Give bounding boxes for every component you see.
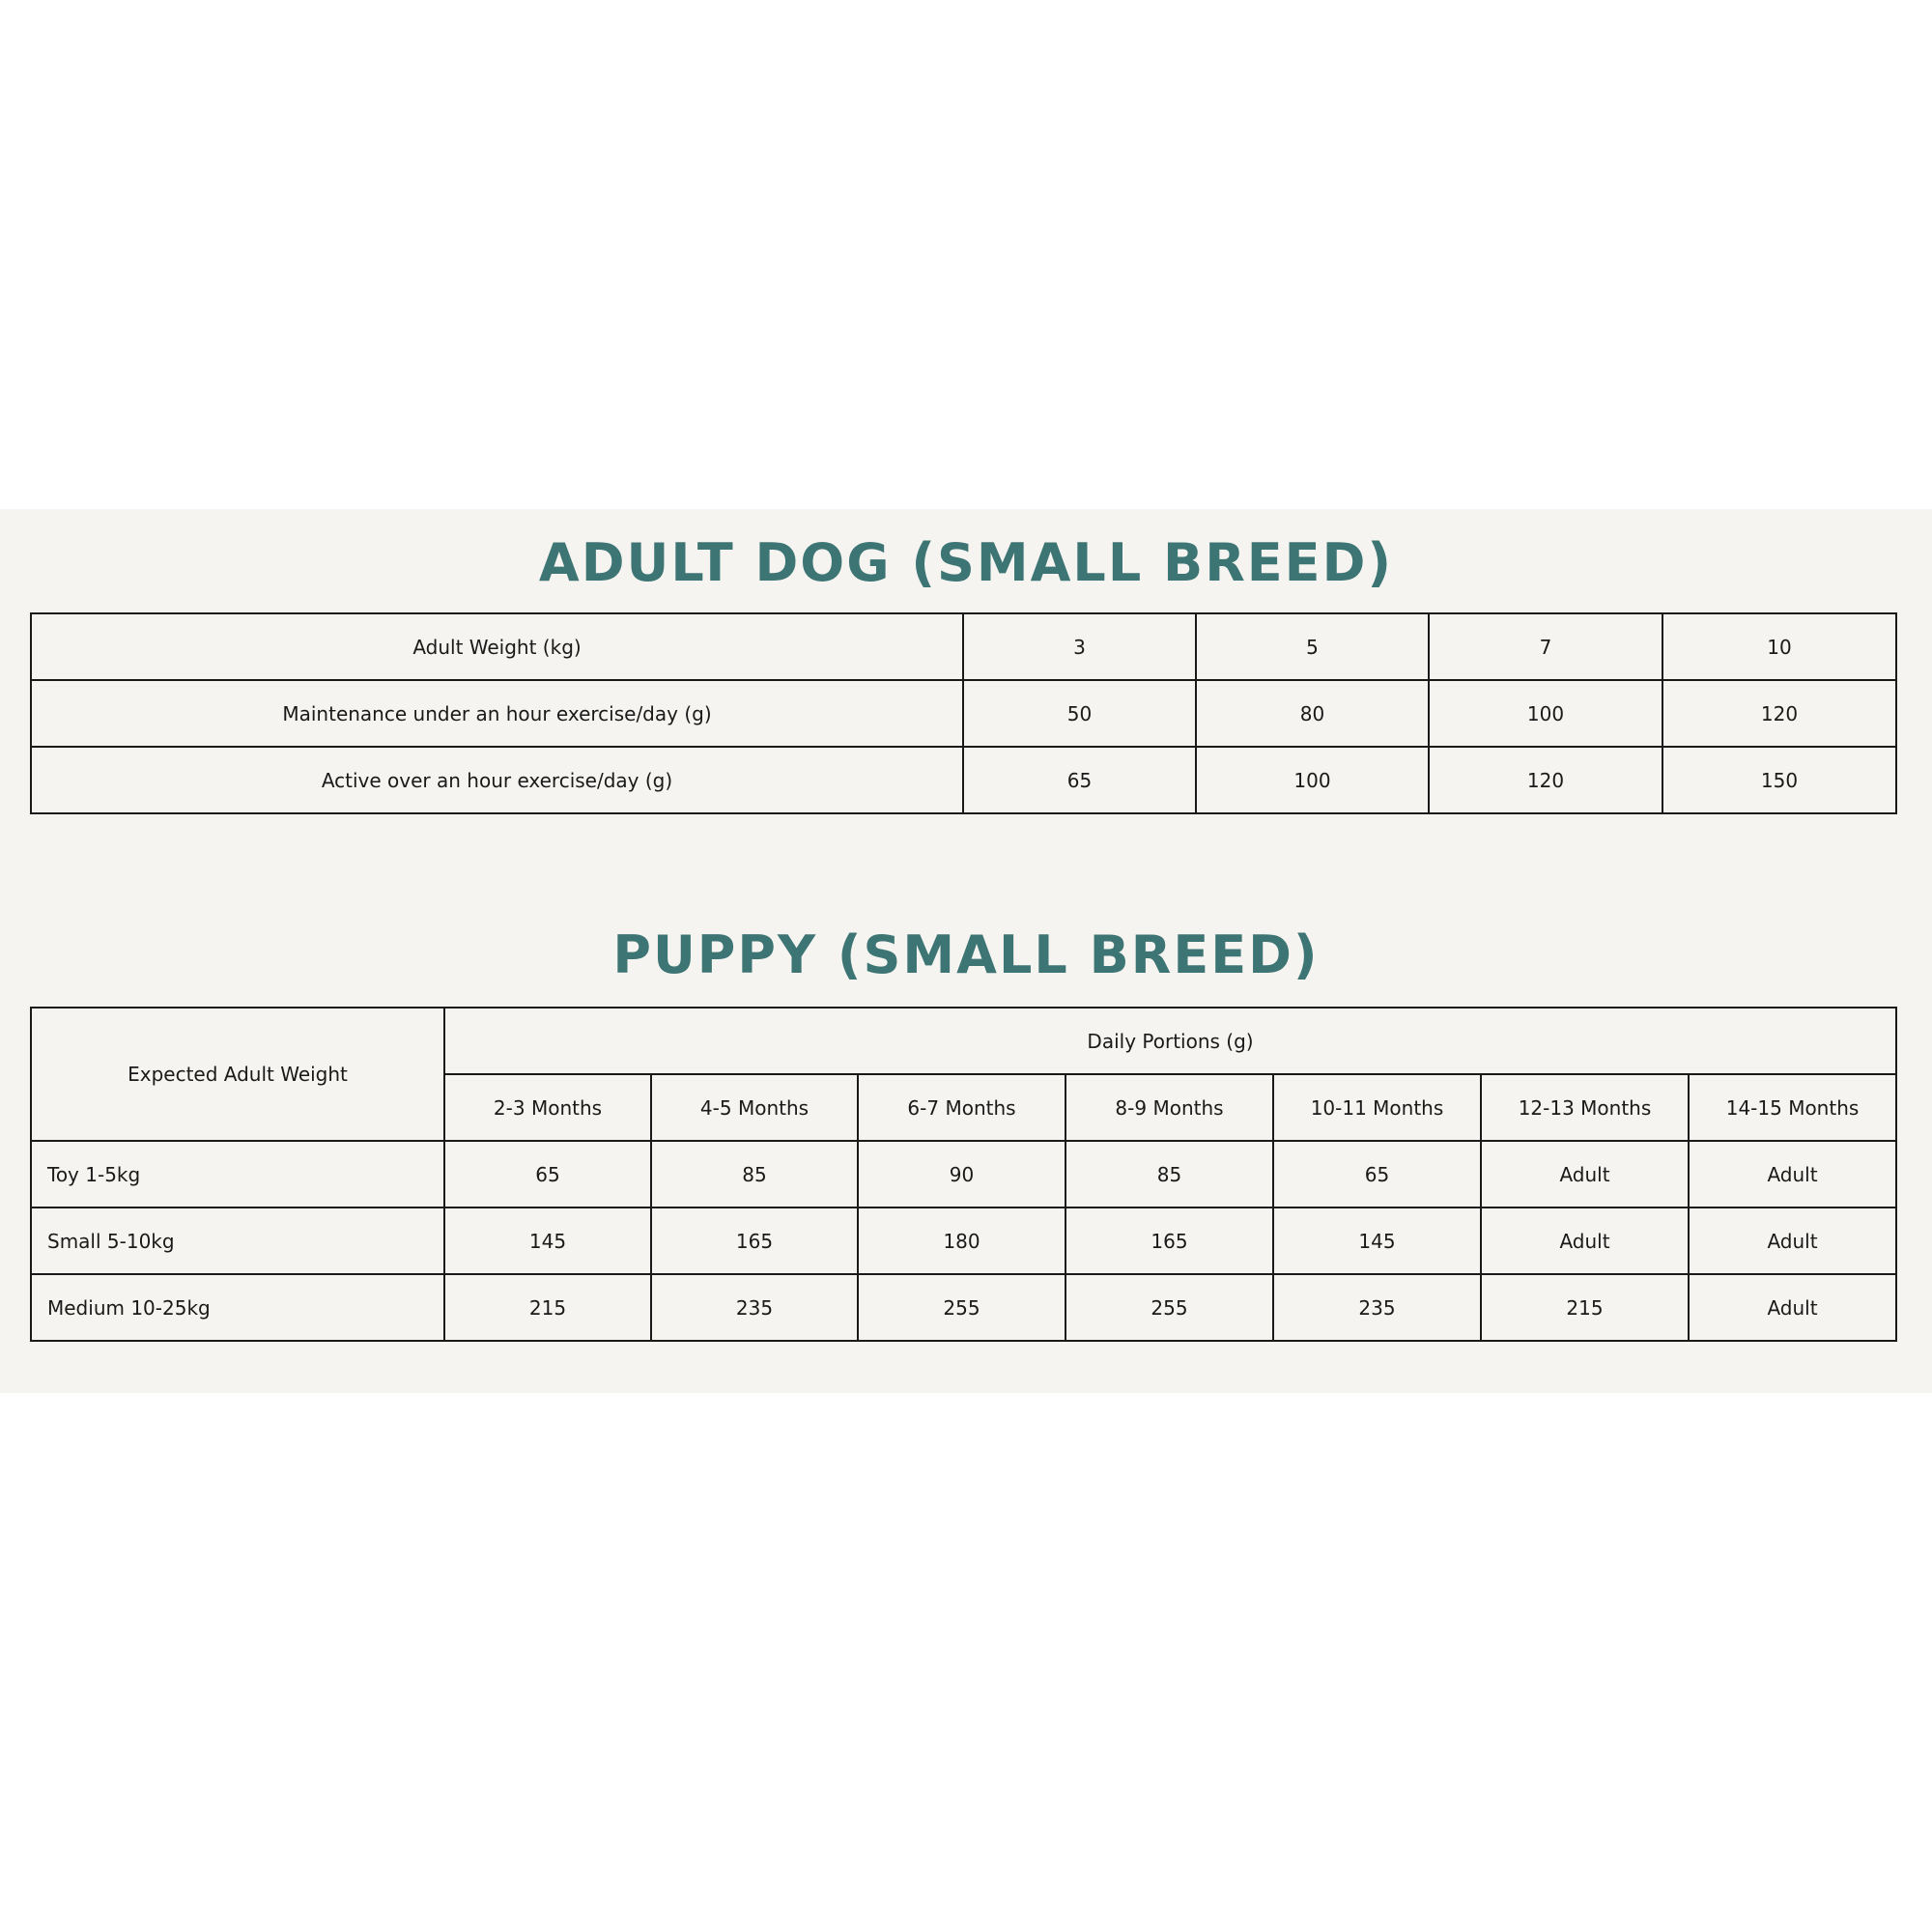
table-cell: 85 xyxy=(651,1141,858,1208)
table-cell: 145 xyxy=(1273,1208,1481,1274)
table-cell: 3 xyxy=(963,613,1196,680)
table-row xyxy=(31,1141,1896,1208)
column-header: 10-11 Months xyxy=(1273,1074,1481,1141)
column-header: 6-7 Months xyxy=(858,1074,1065,1141)
table-row xyxy=(31,680,1896,747)
table-cell: 90 xyxy=(858,1141,1065,1208)
column-header: 12-13 Months xyxy=(1481,1074,1689,1141)
row-label: Medium 10-25kg xyxy=(31,1274,444,1341)
adult-feeding-table xyxy=(30,612,1897,814)
table-cell: 165 xyxy=(651,1208,858,1274)
table-header-row xyxy=(31,1008,1896,1074)
column-header: 14-15 Months xyxy=(1689,1074,1896,1141)
puppy-title: PUPPY (SMALL BREED) xyxy=(612,924,1320,985)
table-cell: Adult xyxy=(1481,1141,1689,1208)
table-cell: 5 xyxy=(1196,613,1429,680)
table-cell: 100 xyxy=(1429,680,1662,747)
table-cell: Adult xyxy=(1689,1141,1896,1208)
daily-portions-header: Daily Portions (g) xyxy=(444,1008,1896,1074)
table-cell: 215 xyxy=(1481,1274,1689,1341)
table-cell: 165 xyxy=(1065,1208,1273,1274)
row-label: Adult Weight (kg) xyxy=(31,613,963,680)
table-cell: 255 xyxy=(1065,1274,1273,1341)
table-row xyxy=(31,1274,1896,1341)
table-cell: Adult xyxy=(1689,1274,1896,1341)
table-cell: 100 xyxy=(1196,747,1429,813)
table-cell: 180 xyxy=(858,1208,1065,1274)
table-cell: 150 xyxy=(1662,747,1896,813)
row-label: Toy 1-5kg xyxy=(31,1141,444,1208)
adult-dog-title: ADULT DOG (SMALL BREED) xyxy=(538,532,1394,593)
table-cell: 235 xyxy=(1273,1274,1481,1341)
table-cell: 50 xyxy=(963,680,1196,747)
table-cell: 120 xyxy=(1429,747,1662,813)
table-cell: 235 xyxy=(651,1274,858,1341)
table-cell: 80 xyxy=(1196,680,1429,747)
table-cell: 85 xyxy=(1065,1141,1273,1208)
table-cell: 215 xyxy=(444,1274,651,1341)
table-row xyxy=(31,747,1896,813)
row-label: Active over an hour exercise/day (g) xyxy=(31,747,963,813)
column-header: 4-5 Months xyxy=(651,1074,858,1141)
table-cell: 145 xyxy=(444,1208,651,1274)
table-cell: 7 xyxy=(1429,613,1662,680)
row-label: Maintenance under an hour exercise/day (g) xyxy=(31,680,963,747)
table-cell: 65 xyxy=(1273,1141,1481,1208)
table-cell: Adult xyxy=(1689,1208,1896,1274)
table-cell: 120 xyxy=(1662,680,1896,747)
table-row xyxy=(31,613,1896,680)
row-label: Small 5-10kg xyxy=(31,1208,444,1274)
column-header: 8-9 Months xyxy=(1065,1074,1273,1141)
puppy-feeding-table xyxy=(30,1007,1897,1342)
column-header: 2-3 Months xyxy=(444,1074,651,1141)
expected-weight-header: Expected Adult Weight xyxy=(31,1008,444,1141)
table-cell: 65 xyxy=(963,747,1196,813)
table-row xyxy=(31,1208,1896,1274)
table-cell: 10 xyxy=(1662,613,1896,680)
table-cell: 255 xyxy=(858,1274,1065,1341)
table-cell: Adult xyxy=(1481,1208,1689,1274)
table-cell: 65 xyxy=(444,1141,651,1208)
